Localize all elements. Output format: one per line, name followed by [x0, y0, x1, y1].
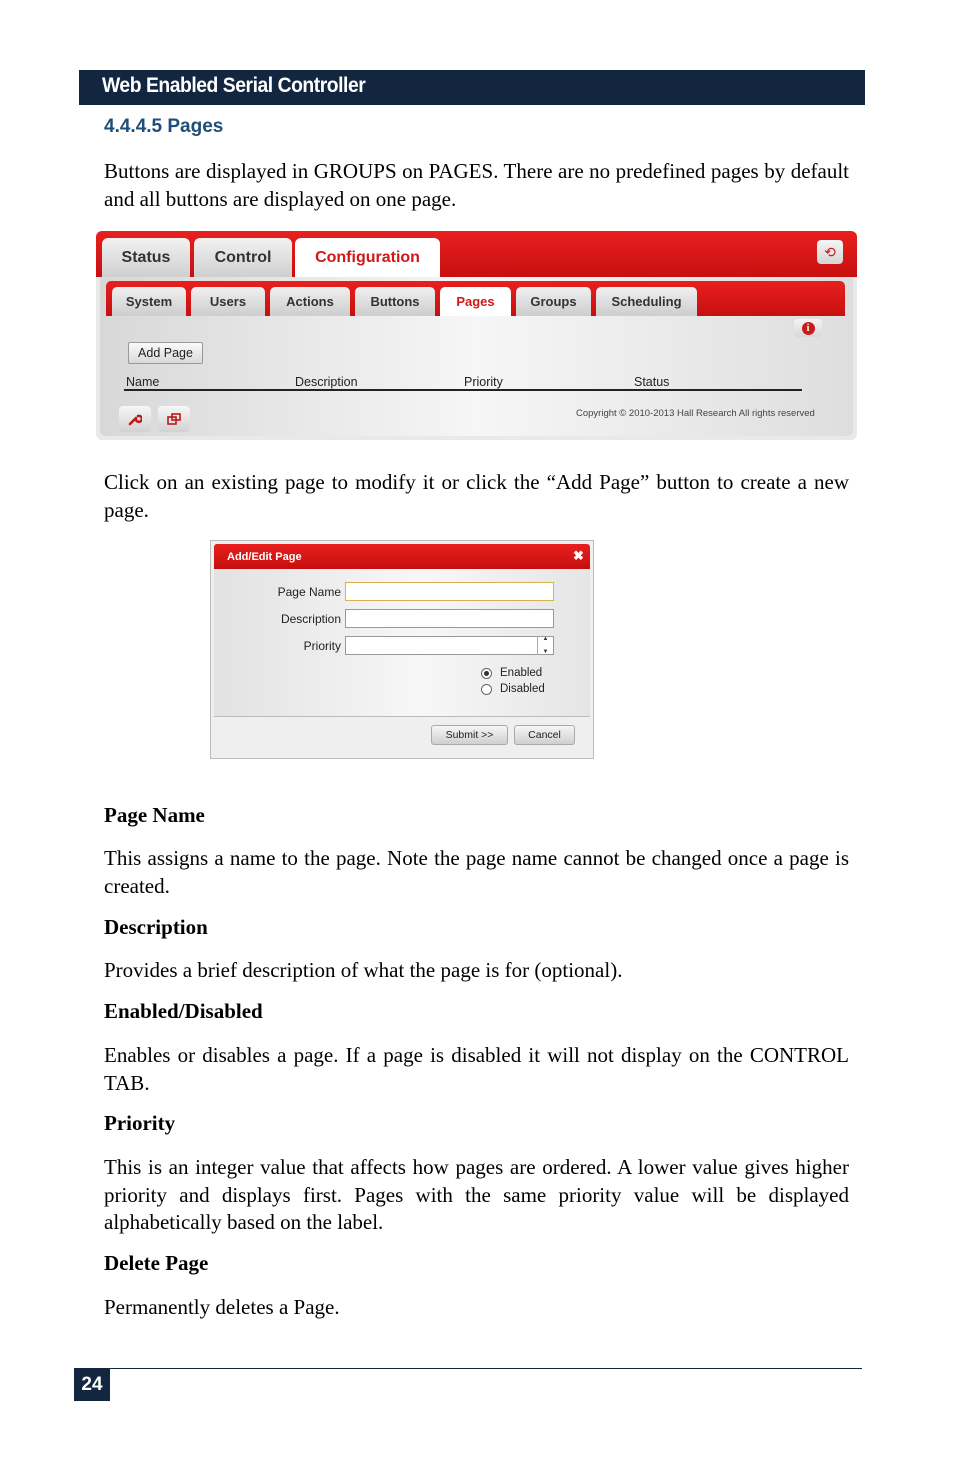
- pages-config-screenshot: [96, 231, 857, 440]
- tab-control[interactable]: Control: [194, 238, 292, 277]
- subtab-scheduling[interactable]: Scheduling: [596, 287, 697, 316]
- dialog-divider: [214, 716, 590, 717]
- document-title: Web Enabled Serial Controller: [102, 74, 366, 97]
- page-number: 24: [74, 1369, 110, 1401]
- priority-label: Priority: [303, 639, 341, 653]
- definition-page-name: This assigns a name to the page. Note the page name cannot be changed once a page is created.: [104, 846, 849, 898]
- dialog-title: Add/Edit Page: [227, 551, 302, 563]
- enabled-radio[interactable]: [481, 667, 542, 679]
- wrench-icon[interactable]: [119, 406, 151, 432]
- tab-configuration[interactable]: Configuration: [295, 238, 440, 277]
- disabled-radio-label: Disabled: [500, 683, 545, 695]
- disabled-radio[interactable]: [481, 683, 545, 695]
- info-icon: i: [802, 322, 815, 335]
- tab-status[interactable]: Status: [102, 238, 190, 277]
- subtab-groups[interactable]: Groups: [516, 287, 591, 316]
- definition-enabled-disabled: Enables or disables a page. If a page is disabled it will not display on the CONTROL TAB.: [104, 1043, 849, 1095]
- page-name-label: Page Name: [277, 585, 341, 599]
- table-header-divider: [124, 389, 802, 391]
- info-button[interactable]: [794, 319, 822, 337]
- description-label: Description: [280, 612, 341, 626]
- subtab-actions[interactable]: Actions: [270, 287, 350, 316]
- radio-unselected-icon[interactable]: [481, 684, 492, 695]
- definition-priority: This is an integer value that affects how pages are ordered. A lower value gives higher priority and displays first. Pages with the same priority value will be displayed alphabetically based on the label.: [104, 1155, 849, 1234]
- definition-delete-page: Permanently deletes a Page.: [104, 1295, 340, 1319]
- term-page-name: Page Name: [104, 803, 205, 827]
- enabled-radio-label: Enabled: [500, 667, 543, 679]
- click-paragraph: Click on an existing page to modify it or click the “Add Page” button to create a new page.: [104, 470, 849, 522]
- term-delete-page: Delete Page: [104, 1251, 209, 1275]
- refresh-icon[interactable]: ⟲: [817, 240, 843, 264]
- popout-icon[interactable]: [158, 406, 190, 432]
- term-description: Description: [104, 915, 208, 939]
- column-header-priority[interactable]: Priority: [464, 375, 503, 389]
- priority-stepper[interactable]: [537, 636, 553, 655]
- subtab-buttons[interactable]: Buttons: [355, 287, 435, 316]
- radio-selected-icon[interactable]: [481, 668, 492, 679]
- add-page-button[interactable]: Add Page: [128, 342, 203, 364]
- column-header-description[interactable]: Description: [295, 375, 358, 389]
- spin-down-icon[interactable]: ▼: [542, 649, 549, 655]
- description-input[interactable]: [345, 609, 554, 628]
- copyright-text: Copyright © 2010-2013 Hall Research All rights reserved: [576, 408, 815, 419]
- footer-rule: [74, 1368, 862, 1369]
- priority-input[interactable]: [345, 636, 554, 655]
- close-icon[interactable]: ✖: [573, 548, 584, 563]
- page-name-input[interactable]: [345, 582, 554, 601]
- spin-up-icon[interactable]: ▲: [542, 636, 549, 642]
- intro-paragraph: Buttons are displayed in GROUPS on PAGES. There are no predefined pages by default and all buttons are displayed on one page.: [104, 159, 849, 211]
- column-header-status[interactable]: Status: [634, 375, 670, 389]
- term-priority: Priority: [104, 1111, 176, 1135]
- dialog-titlebar: [214, 544, 590, 569]
- cancel-button[interactable]: Cancel: [514, 725, 575, 745]
- subtab-users[interactable]: Users: [191, 287, 265, 316]
- submit-button[interactable]: Submit >>: [431, 725, 508, 745]
- definition-description: Provides a brief description of what the page is for (optional).: [104, 958, 623, 982]
- section-heading: 4.4.4.5 Pages: [104, 116, 224, 137]
- subtab-system[interactable]: System: [112, 287, 186, 316]
- header-bar: [79, 70, 865, 105]
- column-header-name[interactable]: Name: [126, 375, 160, 389]
- subtab-pages[interactable]: Pages: [440, 287, 511, 316]
- add-edit-page-dialog: [210, 540, 594, 759]
- term-enabled-disabled: Enabled/Disabled: [104, 999, 263, 1023]
